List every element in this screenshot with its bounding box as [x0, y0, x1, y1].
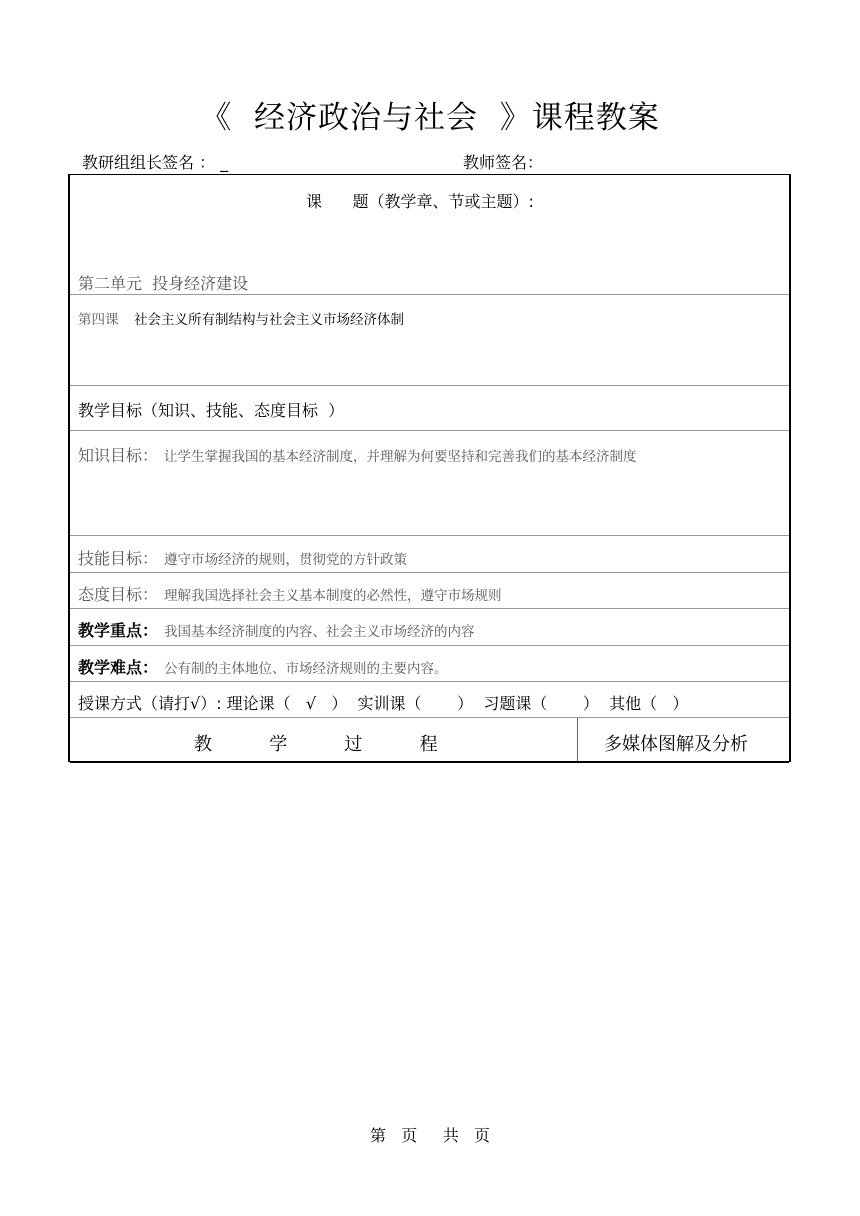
objectives-header-row [70, 386, 789, 431]
topic-header: 课 题（教学章、节或主题）: [306, 192, 534, 211]
teaching-process-header: 教 学 过 程 [194, 734, 438, 755]
skill-objective-row [70, 536, 789, 573]
process-header-row [70, 718, 789, 763]
page-footer: 第 页 共 页 [370, 1126, 490, 1145]
unit-title: 第二单元 投身经济建设 [78, 274, 249, 293]
column-divider [577, 718, 578, 761]
difficult-points-label: 教学难点： [78, 658, 159, 677]
key-points-label: 教学重点： [78, 621, 159, 640]
skill-objective-label: 技能目标： [78, 549, 159, 568]
key-points-text: 我国基本经济制度的内容、社会主义市场经济的内容 [164, 624, 475, 640]
page-title: 《 经济政治与社会 》课程教案 [200, 100, 660, 136]
lesson-row [70, 295, 789, 386]
knowledge-objective-row [70, 431, 789, 536]
difficult-points-row [70, 646, 789, 682]
topic-row [70, 175, 789, 295]
group-leader-signature: 教研组组长签名 ： _ [82, 153, 229, 172]
teaching-mode: 授课方式（请打√）: 理论课（ √ ） 实训课（ ） 习题课（ ） 其他（ ） [78, 694, 689, 713]
teaching-mode-row [70, 682, 789, 718]
skill-objective-text: 遵守市场经济的规则，贯彻党的方针政策 [164, 552, 407, 568]
knowledge-objective-label: 知识目标： [78, 446, 159, 465]
attitude-objective-text: 理解我国选择社会主义基本制度的必然性，遵守市场规则 [164, 588, 502, 604]
difficult-points-text: 公有制的主体地位、市场经济规则的主要内容。 [164, 661, 448, 677]
knowledge-objective-text: 让学生掌握我国的基本经济制度，并理解为何要坚持和完善我们的基本经济制度 [164, 449, 637, 465]
lesson-number: 第四课 [78, 312, 119, 328]
multimedia-analysis-header: 多媒体图解及分析 [604, 734, 748, 755]
lesson-title: 社会主义所有制结构与社会主义市场经济体制 [134, 312, 404, 328]
lesson-plan-table [68, 174, 791, 762]
key-points-row [70, 609, 789, 646]
attitude-objective-label: 态度目标： [78, 585, 159, 604]
attitude-objective-row [70, 573, 789, 609]
teacher-signature: 教师签名： [463, 153, 544, 172]
objectives-header: 教学目标（知识、技能、态度目标 ） [78, 401, 345, 420]
